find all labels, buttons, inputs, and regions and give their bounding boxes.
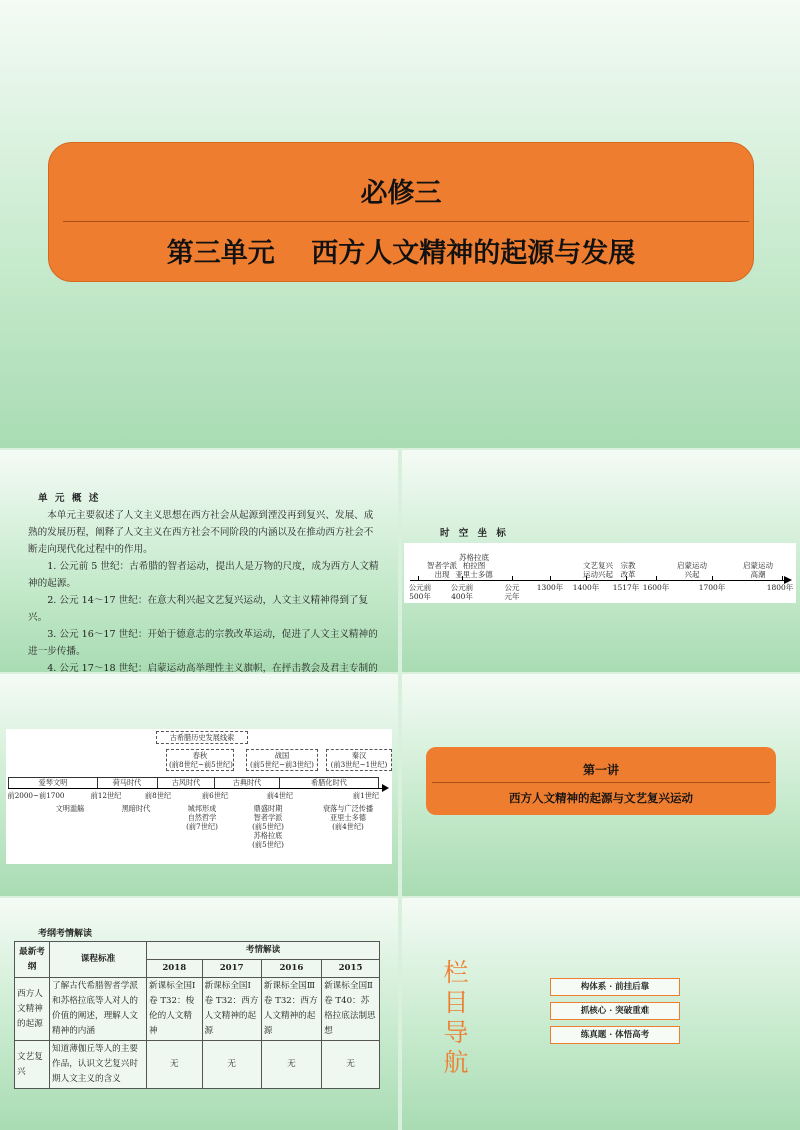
year-header: 2015 [322,960,380,978]
greek-tick-label: 前12世纪 [90,791,122,800]
overview-heading: 单 元 概 述 [38,493,101,504]
greek-history-chart [6,729,392,864]
timeline-event: 文艺复兴 运动兴起 [583,561,613,579]
table-cell: 了解古代希腊智者学派和苏格拉底等人对人的价值的阐述，理解人文精神的内涵 [50,978,147,1041]
table-cell: 新课标全国Ⅲ卷 T32：西方人文精神的起源 [261,978,321,1041]
era-bar: 希腊化时代 [280,777,379,789]
timeline-axis [410,580,788,581]
table-cell: 无 [147,1041,203,1089]
overview-paragraph: 本单元主要叙述了人文主义思想在西方社会从起源到湮没再到复兴、发展、成熟的发展历程，阐释了人文主义在西方社会不同阶段的内涵以及在推动西方社会不断走向现代化过程中的作用。 [28,510,374,555]
greek-note: 衰落与广泛传播 亚里士多德 (前4世纪) [322,804,374,831]
timeline-tick-label: 公元 元年 [504,583,520,601]
table-header: 课程标准 [50,942,147,978]
greek-tick-label: 前1世纪 [352,791,380,800]
timeline-tick-label: 1700年 [698,583,726,592]
divider [432,782,770,783]
navigation-title [442,958,470,1078]
greek-tick-label: 前4世纪 [266,791,294,800]
navigation-slide [402,898,800,1130]
table-cell: 无 [261,1041,321,1089]
nav-char: 栏 [443,958,469,987]
greek-tick-label: 前8世纪 [144,791,172,800]
timeline-event: 宗教 改革 [620,561,636,579]
timeline-event: 苏格拉底 柏拉图 亚里士多德 [455,552,493,579]
table-cell: 新课标全国Ⅱ卷 T40：苏格拉底法制思想 [322,978,380,1041]
nav-button-core[interactable]: 抓核心 · 突破重难 [550,1002,680,1020]
nav-char: 航 [443,1048,469,1077]
greek-history-slide [0,674,398,896]
lecture-slide [402,674,800,896]
timeline-tick [418,576,419,581]
table-row [15,1041,380,1089]
nav-button-structure[interactable]: 构体系 · 前挂后靠 [550,978,680,996]
timeline-tick [512,576,513,581]
greek-history-title: 古希腊历史发展线索 [156,731,248,744]
timeline-tick-label: 1800年 [766,583,794,592]
period-label: 春秋 (前8世纪~前5世纪) [166,749,234,771]
overview-slide [0,450,398,672]
overview-paragraph: 1. 公元前 5 世纪：古希腊的智者运动，提出人是万物的尺度，成为西方人文精神的起源。 [28,561,379,589]
exam-table [14,941,380,1089]
greek-axis-arrow [382,784,389,792]
greek-tick-label: 前2000~前1700 [7,791,65,800]
nav-char: 导 [443,1018,469,1047]
overview-paragraph: 3. 公元 16～17 世纪：开始于德意志的宗教改革运动，促进了人文主义精神的进一步传播。 [28,629,378,657]
year-header: 2018 [147,960,203,978]
table-cell: 无 [202,1041,261,1089]
unit-title: 第三单元 西方人文精神的起源与发展 [166,238,636,269]
timeline-tick-label: 1400年 [572,583,600,592]
timeline-tick [550,576,551,581]
period-label: 秦汉 (前3世纪~1世纪) [326,749,392,771]
timeline-tick [712,576,713,581]
timeline-tick-label: 1600年 [642,583,670,592]
table-row [15,978,380,1041]
table-header: 最新考纲 [15,942,50,978]
overview-paragraph: 2. 公元 14～17 世纪：在意大利兴起文艺复兴运动，人文主义精神得到了复兴。 [28,595,369,623]
era-bar: 爱琴文明 [8,777,98,789]
exam-slide [0,898,398,1130]
timeline-event: 启蒙运动 兴起 [677,561,707,579]
cover-slide [0,0,800,448]
timeline-heading: 时 空 坐 标 [440,528,509,539]
divider [63,221,749,222]
era-bar: 古典时代 [215,777,280,789]
timeline-tick [656,576,657,581]
timeline-tick-label: 1517年 [612,583,640,592]
table-cell: 新课标全国Ⅰ卷 T32：梭伦的人文精神 [147,978,203,1041]
year-header: 2016 [261,960,321,978]
table-cell: 西方人文精神的起源 [15,978,50,1041]
exam-caption: 考纲考情解读 [38,929,93,939]
timeline-event: 智者学派 出现 [427,561,457,579]
cover-banner [48,142,754,282]
period-label: 战国 (前5世纪~前3世纪) [246,749,318,771]
timeline-tick-label: 公元前 400年 [450,583,474,601]
greek-axis [8,788,382,789]
greek-note: 黑暗时代 [121,804,151,813]
timeline-event: 启蒙运动 高潮 [743,561,773,579]
table-cell: 文艺复兴 [15,1041,50,1089]
era-bar: 古风时代 [158,777,215,789]
lecture-banner [426,747,776,815]
greek-note: 文明滥觞 [55,804,85,813]
timeline-tick-label: 1300年 [536,583,564,592]
greek-note: 城邦形成 自然哲学 (前7世纪) [186,804,218,831]
table-header: 考情解读 [147,942,380,960]
overview-text [28,490,382,694]
table-cell: 知道薄伽丘等人的主要作品，认识文艺复兴时期人文主义的含义 [50,1041,147,1089]
table-cell: 无 [322,1041,380,1089]
timeline-tick [782,576,783,581]
lecture-title: 西方人文精神的起源与文艺复兴运动 [509,791,693,805]
timeline-slide [402,450,800,672]
table-cell: 新课标全国Ⅰ卷 T32：西方人文精神的起源 [202,978,261,1041]
greek-note: 鼎盛时期 智者学派 (前5世纪) 苏格拉底 (前5世纪) [252,804,284,849]
course-title: 必修三 [360,178,442,209]
timeline-chart [404,543,796,603]
era-bar: 荷马时代 [97,777,158,789]
nav-char: 目 [443,988,469,1017]
overview-paragraph: 4. 公元 17～18 世纪：启蒙运动高举理性主义旗帜，在抨击教会及君主专制的 [47,663,378,674]
timeline-tick-label: 公元前 500年 [408,583,432,601]
year-header: 2017 [202,960,261,978]
greek-tick-label: 前6世纪 [201,791,229,800]
lecture-number: 第一讲 [582,763,619,777]
nav-button-practice[interactable]: 练真题 · 体悟高考 [550,1026,680,1044]
